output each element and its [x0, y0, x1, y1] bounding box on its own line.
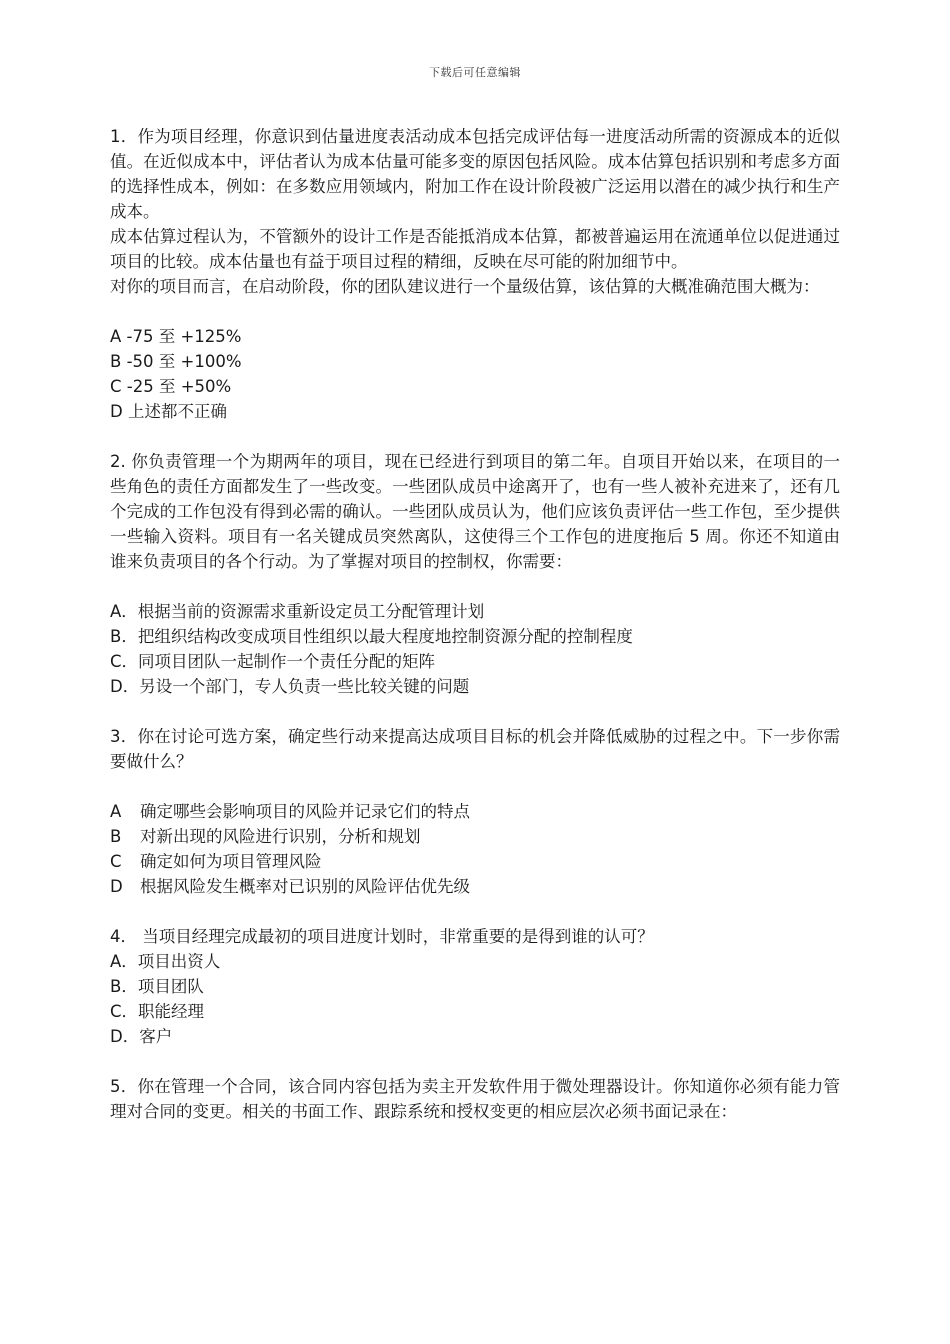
question-2	[110, 449, 840, 699]
question-3	[110, 724, 840, 899]
question-4-paragraph: 4． 当项目经理完成最初的项目进度计划时，非常重要的是得到谁的认可？	[110, 927, 654, 946]
option-text: 对新出现的风险进行识别，分析和规划	[140, 827, 421, 846]
option-letter: C	[110, 852, 122, 871]
question-1-option-d: D 上述都不正确	[110, 402, 227, 421]
option-letter: D	[110, 877, 123, 896]
question-4-option-c: C．职能经理	[110, 1002, 205, 1021]
option-text: 确定如何为项目管理风险	[140, 852, 322, 871]
question-2-option-c: C．同项目团队一起制作一个责任分配的矩阵	[110, 652, 436, 671]
question-1-option-c: C -25 至 +50%	[110, 377, 232, 396]
question-2-option-b: B．把组织结构改变成项目性组织以最大程度地控制资源分配的控制程度	[110, 627, 633, 646]
option-text: 根据风险发生概率对已识别的风险评估优先级	[140, 877, 470, 896]
question-2-paragraph: 2. 你负责管理一个为期两年的项目，现在已经进行到项目的第二年。自项目开始以来，在项目的一些角色的责任方面都发生了一些改变。一些团队成员中途离开了，也有一些人被补充进来了，还有几个完成的工作包没有得到必需的确认。一些团队成员认为，他们应该负责评估一些工作包，至少提供一些输入资料。项目有一名关键成员突然离队，这使得三个工作包的进度拖后 5 周。你还不知道由谁来负责项目的各个行动。为了掌握对项目的控制权，你需要：	[110, 452, 840, 571]
question-4	[110, 924, 840, 1049]
question-3-option-b	[110, 824, 840, 849]
question-3-option-a	[110, 799, 840, 824]
question-1-option-b: B -50 至 +100%	[110, 352, 242, 371]
option-letter: A	[110, 802, 122, 821]
question-1-option-a: A -75 至 +125%	[110, 327, 242, 346]
question-5	[110, 1074, 840, 1124]
option-letter: B	[110, 827, 122, 846]
question-4-option-b: B．项目团队	[110, 977, 204, 996]
question-1-paragraph-3: 对你的项目而言，在启动阶段，你的团队建议进行一个量级估算，该估算的大概准确范围大概为：	[110, 277, 820, 296]
question-5-paragraph: 5．你在管理一个合同，该合同内容包括为卖主开发软件用于微处理器设计。你知道你必须有能力管理对合同的变更。相关的书面工作、跟踪系统和授权变更的相应层次必须书面记录在：	[110, 1077, 840, 1121]
document-body	[110, 124, 840, 1124]
option-text: 确定哪些会影响项目的风险并记录它们的特点	[140, 802, 470, 821]
question-4-option-d: D．客户	[110, 1027, 173, 1046]
question-3-option-d	[110, 874, 840, 899]
header-note: 下载后可任意编辑	[429, 66, 521, 79]
question-1-paragraph-2: 成本估算过程认为，不管额外的设计工作是否能抵消成本估算，都被普遍运用在流通单位以促进通过项目的比较。成本估量也有益于项目过程的精细，反映在尽可能的附加细节中。	[110, 227, 840, 271]
question-2-option-a: A．根据当前的资源需求重新设定员工分配管理计划	[110, 602, 485, 621]
question-1	[110, 124, 840, 424]
question-3-paragraph: 3．你在讨论可选方案，确定些行动来提高达成项目目标的机会并降低威胁的过程之中。下一步你需要做什么？	[110, 727, 840, 771]
question-3-option-c	[110, 849, 840, 874]
question-2-option-d: D．另设一个部门，专人负责一些比较关键的问题	[110, 677, 470, 696]
question-4-option-a: A．项目出资人	[110, 952, 221, 971]
question-1-paragraph-1: 1．作为项目经理，你意识到估量进度表活动成本包括完成评估每一进度活动所需的资源成本的近似值。在近似成本中，评估者认为成本估量可能多变的原因包括风险。成本估算包括识别和考虑多方面的选择性成本，例如：在多数应用领域内，附加工作在设计阶段被广泛运用以潜在的减少执行和生产成本。	[110, 127, 840, 221]
